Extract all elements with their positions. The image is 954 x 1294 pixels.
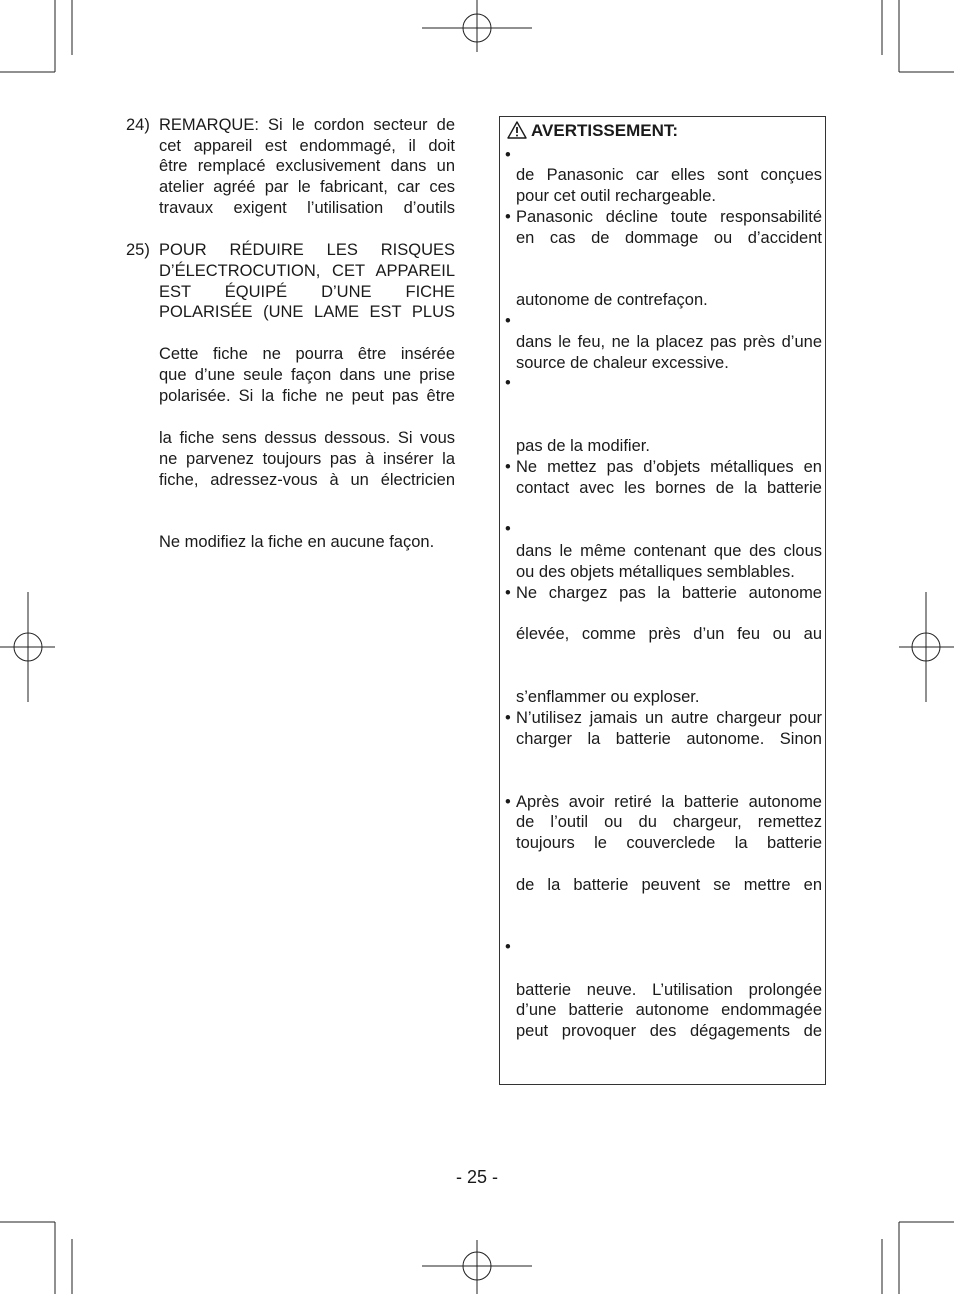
bullet: •	[505, 938, 511, 956]
text-line: travaux exigent l’utilisation d’outils	[159, 199, 455, 217]
text-line: de Panasonic car elles sont conçues	[516, 166, 822, 184]
text-line: la fiche sens dessus dessous. Si vous	[159, 429, 455, 447]
text-line: dans le feu, ne la placez pas près d’une	[516, 333, 822, 351]
text-line: Après avoir retiré la batterie autonome	[516, 793, 822, 811]
item-number-25: 25)	[126, 241, 150, 259]
text-line: en cas de dommage ou d’accident	[516, 229, 822, 247]
text-line: Ne chargez pas la batterie autonome	[516, 584, 822, 602]
warning-title-text: AVERTISSEMENT:	[531, 121, 679, 140]
text-line: de l’outil ou du chargeur, remettez	[516, 813, 822, 831]
text-line: batterie neuve. L’utilisation prolongée	[516, 981, 822, 999]
text-line: D’ÉLECTROCUTION, CET APPAREIL	[159, 262, 455, 280]
text-line: autonome de contrefaçon.	[516, 291, 708, 309]
text-line: REMARQUE: Si le cordon secteur de	[159, 116, 455, 134]
text-line: toujours le couverclede la batterie	[516, 834, 822, 852]
text-line: fiche, adressez-vous à un électricien	[159, 471, 455, 489]
text-line: peut provoquer des dégagements de	[516, 1022, 822, 1040]
text-line: N’utilisez jamais un autre chargeur pour	[516, 709, 822, 727]
text-line: Ne mettez pas d’objets métalliques en	[516, 458, 822, 476]
text-line: Cette fiche ne pourra être insérée	[159, 345, 455, 363]
text-line: atelier agréé par le fabricant, car ces	[159, 178, 455, 196]
bullet: •	[505, 374, 511, 392]
text-line: ou des objets métalliques semblables.	[516, 563, 795, 581]
bullet: •	[505, 520, 511, 538]
bullet: •	[505, 793, 511, 811]
bullet: •	[505, 312, 511, 330]
page-number: - 25 -	[455, 1167, 498, 1187]
bullet: •	[505, 208, 511, 226]
bullet: •	[505, 584, 511, 602]
text-line: pour cet outil rechargeable.	[516, 187, 716, 205]
bullet: •	[505, 709, 511, 727]
text-line: source de chaleur excessive.	[516, 354, 729, 372]
text-line: Panasonic décline toute responsabilité	[516, 208, 822, 226]
text-line: être remplacé exclusivement dans un	[159, 157, 455, 175]
warning-title	[507, 120, 678, 142]
text-line: de la batterie peuvent se mettre en	[516, 876, 822, 894]
item-number-24: 24)	[126, 116, 150, 134]
text-line: d’une batterie autonome endommagée	[516, 1001, 822, 1019]
text-line: que d’une seule façon dans une prise	[159, 366, 455, 384]
warning-triangle-icon	[507, 121, 527, 139]
text-line: dans le même contenant que des clous	[516, 542, 822, 560]
bullet: •	[505, 458, 511, 476]
text-line: EST ÉQUIPÉ D’UNE FICHE	[159, 283, 455, 301]
text-line: polarisée. Si la fiche ne peut pas être	[159, 387, 455, 405]
text-line: contact avec les bornes de la batterie	[516, 479, 822, 497]
text-line: charger la batterie autonome. Sinon	[516, 730, 822, 748]
text-line: ne parvenez toujours pas à insérer la	[159, 450, 455, 468]
text-line: s’enflammer ou exploser.	[516, 688, 700, 706]
text-line: élevée, comme près d’un feu ou au	[516, 625, 822, 643]
text-line: cet appareil est endommagé, il doit	[159, 137, 455, 155]
text-line: pas de la modifier.	[516, 437, 650, 455]
text-line: POUR RÉDUIRE LES RISQUES	[159, 241, 455, 259]
bullet: •	[505, 146, 511, 164]
text-line: Ne modifiez la fiche en aucune façon.	[159, 533, 435, 551]
text-line: POLARISÉE (UNE LAME EST PLUS	[159, 303, 455, 321]
